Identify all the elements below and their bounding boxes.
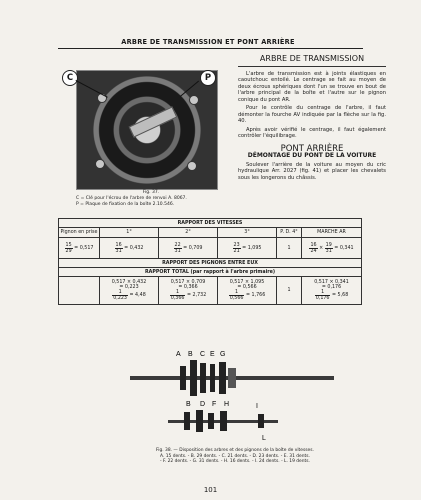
total-value: = 5,68 <box>332 293 349 298</box>
paragraph-2: Pour le contrôle du centrage de l'arbre, il faut démonter la fourche AV indiquée par la flèche sur la fig. 40. <box>238 105 386 124</box>
figure-38-line-1: Fig. 38. — Disposition des arbres et des pignons de la boîte de vitesses. <box>156 448 314 453</box>
numerator: 22 <box>174 242 181 248</box>
total-product: 0,517 × 0,432 <box>111 280 147 285</box>
numerator: 1 <box>229 290 245 296</box>
table-title-ratios: RAPPORT DES VITESSES <box>59 219 362 228</box>
gear-shape <box>258 414 264 428</box>
denominator: 24 <box>310 248 317 254</box>
total-product: 0,517 × 0,341 <box>314 280 349 285</box>
figure-37-photo <box>76 70 218 190</box>
shaft-shape <box>129 106 178 137</box>
numerator: 1 <box>112 290 128 296</box>
denominator: 0,566 <box>229 296 244 301</box>
figure-37-line-1: C = Clé pour l'écrou de l'arbre de renvoi A. 8067. <box>76 196 187 201</box>
diagram-label-top: B <box>188 351 193 358</box>
ratio-cell: 1 <box>277 238 302 259</box>
denominator: 21 <box>233 248 240 254</box>
denominator: 31 <box>115 248 122 254</box>
gear-shape <box>220 411 227 431</box>
total-cell <box>100 277 159 305</box>
heading-demontage: DÉMONTAGE DU PONT DE LA VOITURE <box>247 152 377 159</box>
fraction <box>233 243 241 254</box>
gear-shape <box>184 412 190 430</box>
table-header-cell: P. D. 4° <box>277 228 302 238</box>
total-cell <box>218 277 277 305</box>
times-sign: × <box>319 245 324 251</box>
total-cell <box>159 277 218 305</box>
ratio-cell <box>159 238 218 259</box>
bolt-shape <box>187 161 197 171</box>
gear-shape <box>228 368 236 388</box>
denominator: 29 <box>65 248 72 254</box>
numerator: 16 <box>310 242 317 248</box>
fraction <box>65 243 73 254</box>
figure-38-line-3: - F. 22 dents. - G. 31 dents. - H. 16 dents. - I. 24 dents. - L. 19 dents. <box>160 459 310 465</box>
header-rule <box>58 48 363 49</box>
diagram-label-mid: D <box>200 401 206 408</box>
numerator: 23 <box>233 242 240 248</box>
numerator: 1 <box>315 290 331 296</box>
total-product: 0,517 × 0,709 <box>170 280 206 285</box>
denominator: 0,223 <box>113 296 127 301</box>
denominator: 31 <box>174 248 181 254</box>
text-column <box>238 56 386 183</box>
ratio-cell <box>302 238 362 259</box>
paragraph-3: Après avoir vérifié le centrage, il faut également contrôler l'équilibrage. <box>238 126 386 139</box>
ratio-value: = 0,517 <box>74 245 94 251</box>
gear-shape <box>219 362 226 394</box>
diagram-label-top: C <box>200 351 206 358</box>
table-header-cell: 2° <box>159 228 218 238</box>
figure-38-caption <box>130 448 340 465</box>
running-header: ARBRE DE TRANSMISSION ET PONT ARRIÈRE <box>121 38 295 46</box>
gear-shape <box>210 364 215 392</box>
total-result: = 0,566 <box>237 285 257 290</box>
ratio-value: = 0,341 <box>334 245 354 251</box>
gear-shape <box>200 363 206 393</box>
total-result: = 0,176 <box>321 285 342 290</box>
fraction <box>315 290 331 301</box>
page-number: 101 <box>203 486 218 494</box>
table-header-cell: 1° <box>100 228 159 238</box>
figure-37-line-2: P = Plaque de fixation de la boîte 2.10.546. <box>76 202 175 207</box>
ratio-cell <box>218 238 277 259</box>
figure-38-line-2: A. 15 dents. - B. 29 dents. - C. 21 dents. - D. 23 dents. - E. 31 dents. <box>160 453 310 459</box>
fraction <box>325 243 333 254</box>
ratio-value: = 0,709 <box>183 245 203 251</box>
gear-shape <box>180 366 186 390</box>
total-result: = 0,366 <box>178 285 198 290</box>
bolt-shape <box>189 95 199 105</box>
numerator: 16 <box>115 242 122 248</box>
table-header-cell: MARCHE AR <box>302 228 362 238</box>
ratio-cell <box>100 238 159 259</box>
gear-shape <box>196 410 203 432</box>
total-value: = 1,766 <box>245 293 266 298</box>
paragraph-4: Soulever l'arrière de la voiture au moyen du cric hydraulique Arr. 2027 (fig. 41) et placer les chevalets sous les longerons du châssis. <box>238 161 386 181</box>
table-title-pairs: RAPPORT DES PIGNONS ENTRE EUX <box>59 259 362 268</box>
diagram-label-mid: B <box>186 401 191 408</box>
fraction <box>112 290 128 301</box>
figure-37-caption <box>76 190 226 208</box>
callout-c: C <box>62 70 78 86</box>
callout-p: P <box>200 70 216 86</box>
diagram-label-top: G <box>220 351 226 358</box>
gear-shape <box>190 360 197 396</box>
diagram-label-bottom: L <box>262 435 266 442</box>
ratio-cell <box>59 238 100 259</box>
denominator: 31 <box>325 248 332 254</box>
denominator: 0,366 <box>170 296 185 301</box>
numerator: 1 <box>170 290 186 296</box>
table-row-ratios <box>59 238 362 259</box>
diagram-label-top: A <box>176 351 181 358</box>
fraction <box>170 290 186 301</box>
lower-shaft <box>168 410 278 432</box>
heading-rule <box>238 66 386 67</box>
total-cell-empty <box>59 277 100 305</box>
numerator: 15 <box>65 242 72 248</box>
denominator: 0,176 <box>315 296 330 301</box>
table-title-total: RAPPORT TOTAL (par rapport à l'arbre primaire) <box>59 268 362 277</box>
paragraph-1: L'arbre de transmission est à joints élastiques en caoutchouc entoilé. Le centrage se fait au moyen de deux écrous sphériques dont l'un se trouve en bout de l'arbre principal de la boîte et l'autre sur le pignon conique du pont AR. <box>238 70 386 103</box>
gearbox-diagram <box>128 346 338 442</box>
figure-37-title: Fig. 37. <box>142 190 160 195</box>
total-value: = 4,48 <box>129 293 146 298</box>
diagram-label-mid: H <box>224 401 230 408</box>
table-header-cell: 3° <box>218 228 277 238</box>
diagram-label-top: E <box>210 351 215 358</box>
total-cell <box>302 277 362 305</box>
heading-transmission: ARBRE DE TRANSMISSION <box>259 54 365 63</box>
upper-shaft <box>130 360 334 396</box>
ratio-value: = 0,432 <box>124 245 144 251</box>
total-product: 0,517 × 1,095 <box>229 280 265 285</box>
total-cell: 1 <box>277 277 302 305</box>
total-result: = 0,223 <box>119 285 139 290</box>
ratio-value: = 1,095 <box>242 245 262 251</box>
fraction <box>174 243 182 254</box>
table-header-cell: Pignon en prise <box>59 228 100 238</box>
gear-ratio-table <box>58 218 362 305</box>
fraction <box>229 290 245 301</box>
heading-pont-arriere: PONT ARRIÈRE <box>280 143 344 154</box>
fraction <box>115 243 123 254</box>
bolt-shape <box>95 159 105 169</box>
table-row-totals <box>59 277 362 305</box>
fraction <box>309 243 317 254</box>
diagram-label-bottom: I <box>256 403 258 410</box>
diagram-label-mid: F <box>212 401 217 408</box>
numerator: 19 <box>325 242 332 248</box>
total-value: = 2,732 <box>186 293 207 298</box>
gear-shape <box>208 413 214 429</box>
